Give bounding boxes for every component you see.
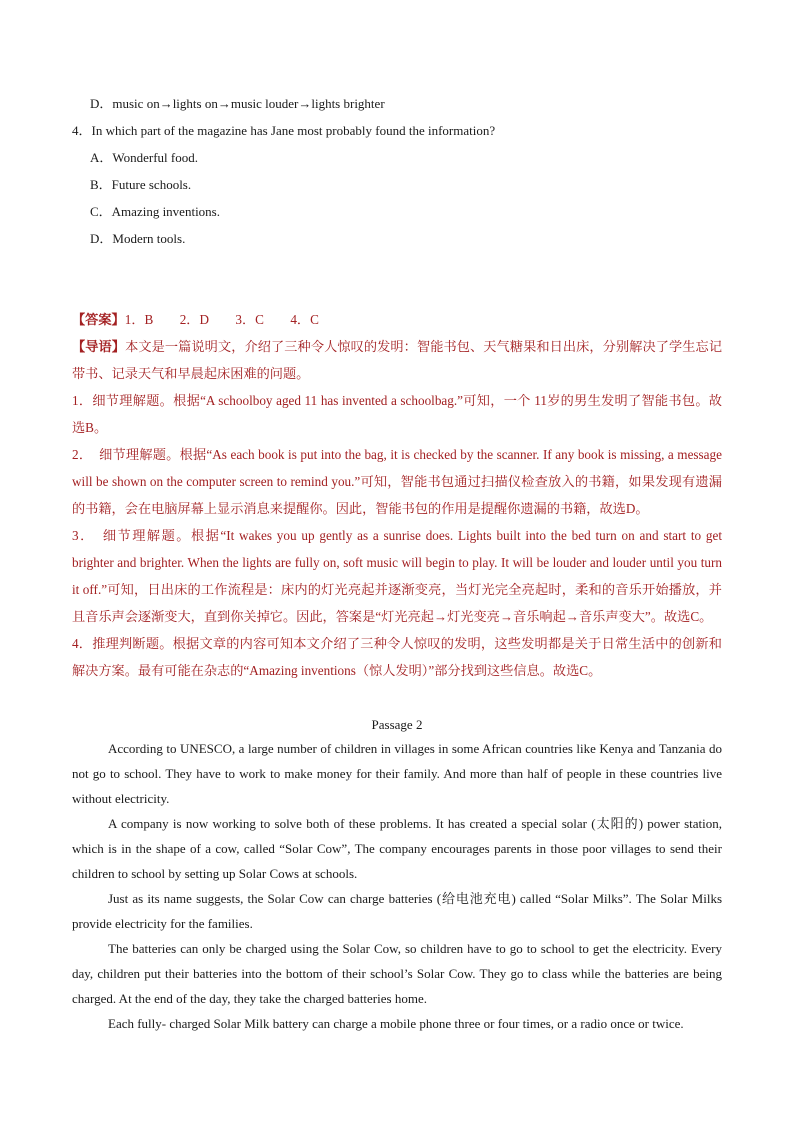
passage-title: Passage 2: [371, 717, 423, 732]
guide-text: 本文是一篇说明文，介绍了三种令人惊叹的发明：智能书包、天气糖果和日出床，分别解决了学生忘记带书、记录天气和早晨起床困难的问题。: [72, 339, 723, 381]
explanation-4: 4．推理判断题。根据文章的内容可知本文介绍了三种令人惊叹的发明，这些发明都是关于日常生活中的创新和解决方案。最有可能在杂志的“Amazing inventions（惊人发明）”部分找到这些信息。故选C。: [72, 636, 722, 678]
passage-body: [72, 736, 722, 1036]
q4-option-b: B．Future schools.: [90, 177, 192, 192]
passage-paragraph: Just as its name suggests, the Solar Cow can charge batteries (给电池充电) called “Solar Milks”. The Solar Milks provide electricity for the families.: [72, 891, 722, 931]
q4-stem: 4．In which part of the magazine has Jane most probably found the information?: [72, 123, 496, 138]
q3-option-d: D．music on→lights on→music louder→lights brighter: [90, 96, 385, 111]
guide-label: 【导语】: [72, 339, 126, 354]
answer-section: [72, 306, 722, 684]
explanation-1: 1．细节理解题。根据“A schoolboy aged 11 has invented a schoolbag.”可知，一个 11岁的男生发明了智能书包。故选B。: [72, 393, 722, 435]
passage-paragraph: The batteries can only be charged using the Solar Cow, so children have to go to school to get the electricity. Every day, children put their batteries into the bottom of their school’s Solar Cow. They go to class while the batteries are being charged. At the end of the day, they take the charged batteries home.: [72, 941, 722, 1006]
question-block: [72, 90, 722, 252]
passage-paragraph: According to UNESCO, a large number of children in villages in some African countries like Kenya and Tanzania do not go to school. They have to work to make money for their family. And more than half of people in these countries live without electricity.: [72, 741, 722, 806]
q4-option-d: D．Modern tools.: [90, 231, 186, 246]
explanation-2: 2． 细节理解题。根据“As each book is put into the bag, it is checked by the scanner. If any book is missing, a message will be shown on the computer screen to remind you.”可知，智能书包通过扫描仪检查放入的书籍，如果发现有遗漏的书籍，会在电脑屏幕上显示消息来提醒你。因此，智能书包的作用是提醒你遗漏的书籍，故选D。: [72, 447, 722, 516]
passage-paragraph: A company is now working to solve both of these problems. It has created a special solar (太阳的) power station, which is in the shape of a cow, called “Solar Cow”, The company encourages parents in those poor villages to send their children to school by setting up Solar Cows at schools.: [72, 816, 722, 881]
answer-text: 1．B 2．D 3．C 4．C: [124, 312, 319, 327]
passage-paragraph: Each fully- charged Solar Milk battery can charge a mobile phone three or four times, or a radio once or twice.: [108, 1016, 684, 1031]
explanation-3: 3． 细节理解题。根据“It wakes you up gently as a sunrise does. Lights built into the bed turn on and start to get brighter and brighter. When the lights are fully on, soft music will begin to play. It will be louder and louder until you turn it off.”可知，日出床的工作流程是：床内的灯光亮起并逐渐变亮，当灯光完全亮起时，柔和的音乐开始播放，并且音乐声会逐渐变大，直到你关掉它。因此，答案是“灯光亮起→灯光变亮→音乐响起→音乐声变大”。故选C。: [72, 528, 722, 624]
q4-option-c: C．Amazing inventions.: [90, 204, 220, 219]
answer-label: 【答案】: [72, 312, 125, 327]
answer-line: [72, 306, 722, 333]
guide-paragraph: [72, 333, 722, 387]
q4-option-a: A．Wonderful food.: [90, 150, 198, 165]
